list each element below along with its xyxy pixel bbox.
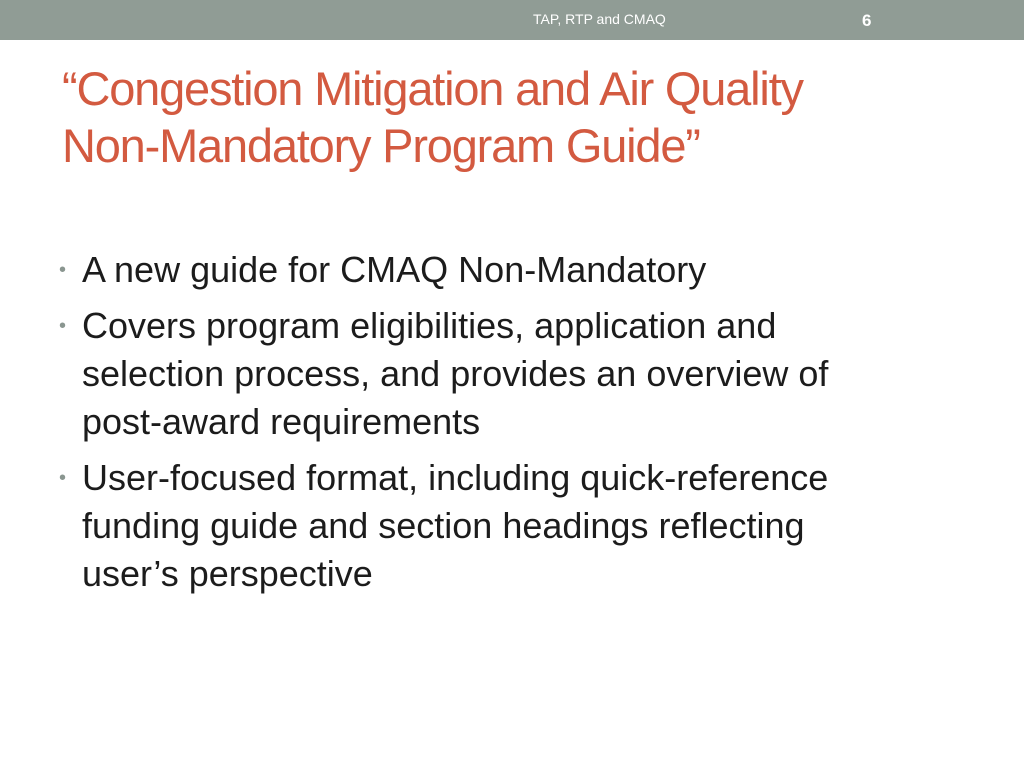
bullet-text — [82, 302, 955, 446]
slide-title-line: Non-Mandatory Program Guide” — [62, 119, 700, 172]
bullet-line: user’s perspective — [82, 553, 373, 594]
bullet-dot-icon: • — [59, 315, 67, 337]
bullet-text — [82, 246, 955, 294]
bullet-item — [55, 302, 955, 446]
bullet-line: post-award requirements — [82, 401, 481, 442]
bullet-list — [55, 246, 955, 606]
bullet-dot-icon: • — [59, 259, 67, 281]
bullet-text — [82, 454, 955, 598]
header-bar — [0, 0, 1024, 40]
slide-title — [62, 60, 982, 174]
bullet-line: A new guide for CMAQ Non-Mandatory — [82, 249, 707, 290]
bullet-line: User-focused format, including quick-reference — [82, 457, 829, 498]
header-title: TAP, RTP and CMAQ — [533, 11, 666, 27]
bullet-dot-icon: • — [59, 467, 67, 489]
bullet-line: selection process, and provides an overview of — [82, 353, 829, 394]
bullet-line: Covers program eligibilities, application and — [82, 305, 777, 346]
slide-title-line: “Congestion Mitigation and Air Quality — [62, 62, 803, 115]
bullet-item — [55, 454, 955, 598]
bullet-item — [55, 246, 955, 294]
slide-number: 6 — [862, 11, 872, 30]
bullet-line: funding guide and section headings reflecting — [82, 505, 805, 546]
